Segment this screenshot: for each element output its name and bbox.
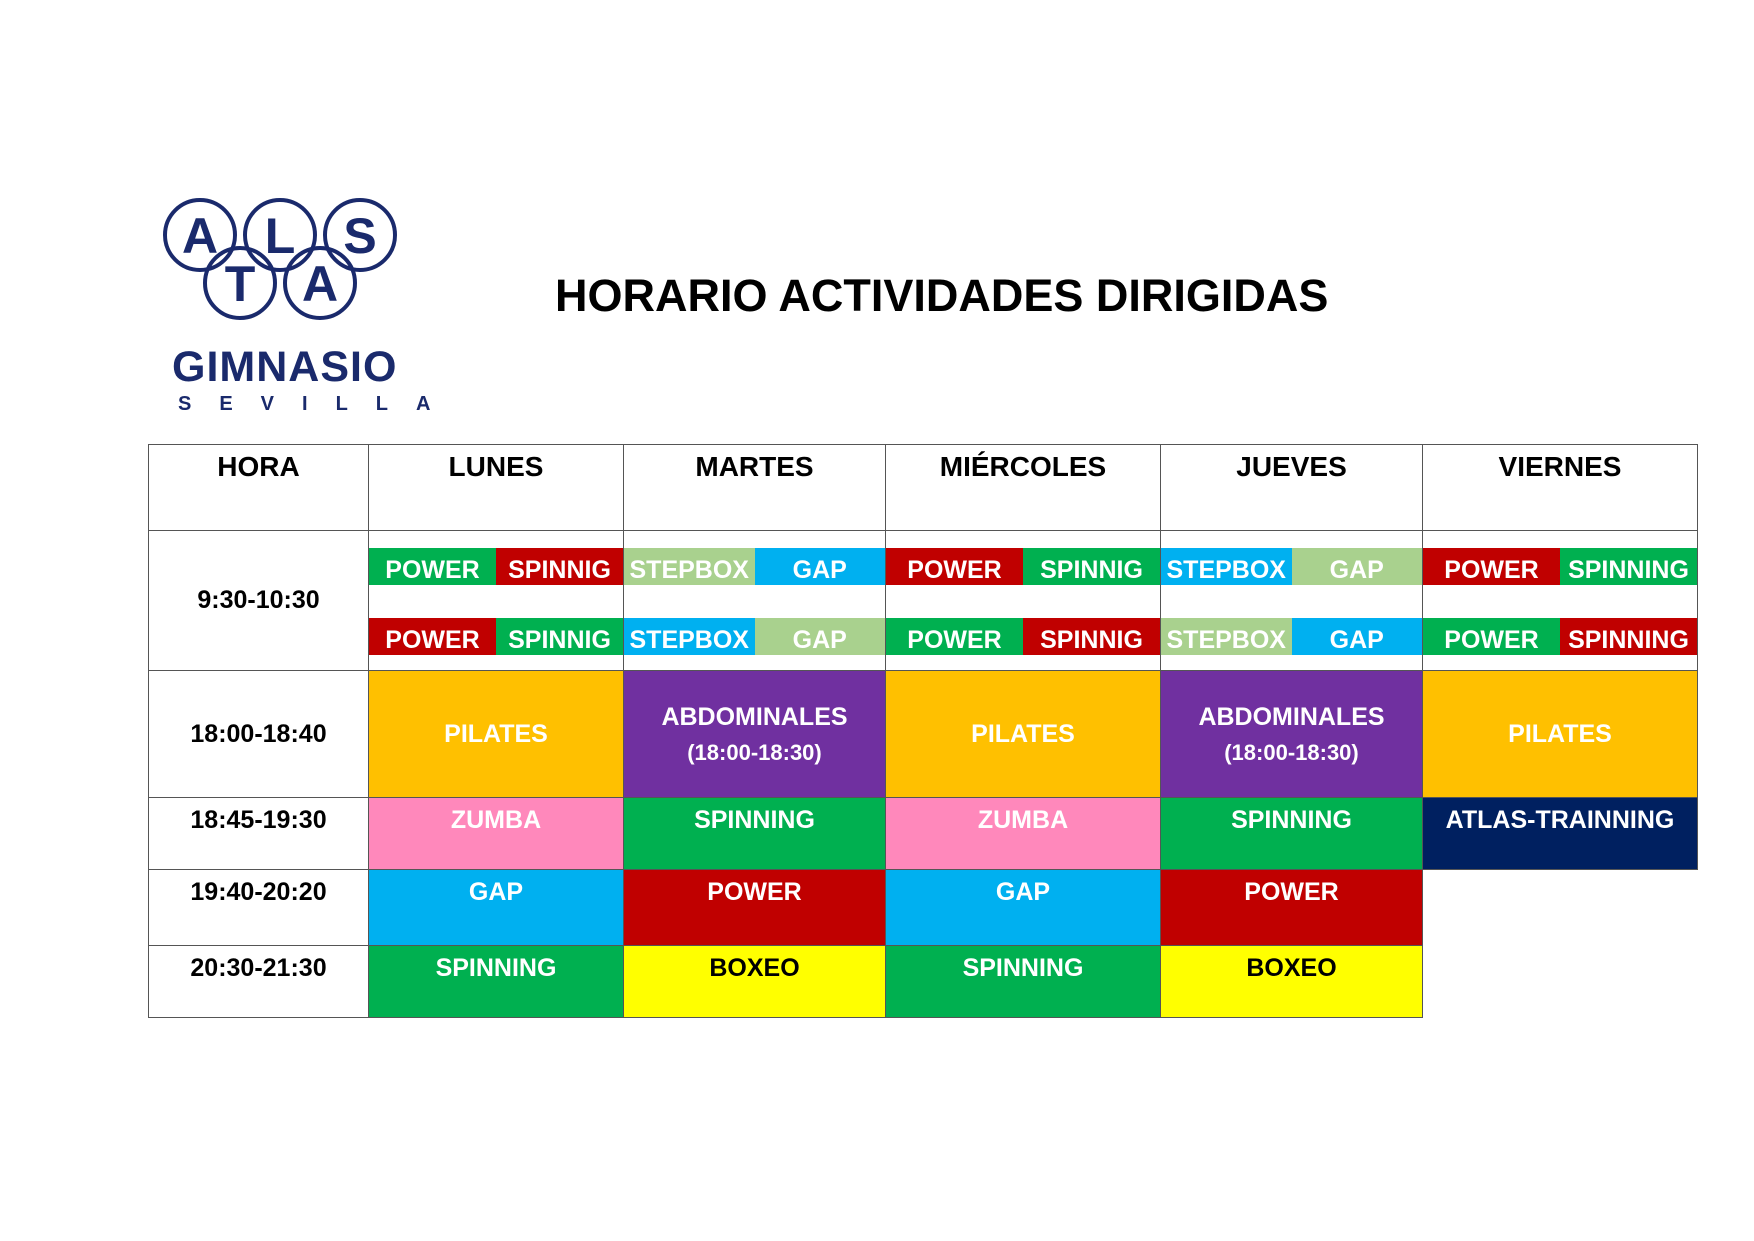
activity-time-note: (18:00-18:30)	[687, 739, 822, 765]
activity-stepbox: STEPBOX	[624, 548, 755, 585]
logo-rings-icon	[160, 195, 440, 355]
hour-cell: 18:00-18:40	[149, 671, 369, 798]
activity-time-note: (18:00-18:30)	[1224, 739, 1359, 765]
table-row	[149, 671, 1698, 798]
activity-power: POWER	[1423, 618, 1560, 655]
activity-stepbox: STEPBOX	[1161, 548, 1292, 585]
logo-letter-4: T	[224, 256, 256, 312]
logo-name: GIMNASIO	[172, 343, 398, 391]
activity-power: POWER	[369, 548, 496, 585]
header-miercoles: MIÉRCOLES	[886, 445, 1161, 531]
header-martes: MARTES	[624, 445, 886, 531]
activity-spinning: SPINNING	[1161, 798, 1423, 870]
activity-spinning: SPINNING	[886, 946, 1161, 1018]
activity-gap: GAP	[886, 870, 1161, 946]
martes-morning-a	[624, 531, 886, 603]
activity-gap: GAP	[1292, 548, 1423, 585]
header-viernes: VIERNES	[1423, 445, 1698, 531]
miercoles-morning-b	[886, 603, 1161, 671]
header-lunes: LUNES	[369, 445, 624, 531]
activity-gap: GAP	[755, 618, 886, 655]
schedule-table	[148, 444, 1698, 1018]
martes-morning-b	[624, 603, 886, 671]
activity-boxeo: BOXEO	[1161, 946, 1423, 1018]
activity-atlas-trainning: ATLAS-TRAINNING	[1423, 798, 1698, 870]
activity-spinnig: SPINNIG	[496, 618, 623, 655]
lunes-morning-b	[369, 603, 624, 671]
activity-power: POWER	[886, 548, 1023, 585]
logo-letter-3: S	[343, 208, 377, 264]
activity-zumba: ZUMBA	[886, 798, 1161, 870]
hour-cell: 18:45-19:30	[149, 798, 369, 870]
activity-spinning: SPINNING	[369, 946, 624, 1018]
table-row	[149, 531, 1698, 603]
activity-spinnig: SPINNIG	[496, 548, 623, 585]
activity-spinning: SPINNING	[1560, 548, 1697, 585]
hour-cell: 20:30-21:30	[149, 946, 369, 1018]
activity-power: POWER	[1423, 548, 1560, 585]
logo-letter-1: A	[181, 208, 219, 264]
header-row	[149, 445, 1698, 531]
activity-power: POWER	[369, 618, 496, 655]
activity-gap: GAP	[369, 870, 624, 946]
viernes-morning-a	[1423, 531, 1698, 603]
logo	[160, 195, 459, 415]
activity-label: ABDOMINALES	[661, 702, 848, 731]
activity-pilates: PILATES	[1423, 671, 1698, 798]
empty-cell	[1423, 946, 1698, 1018]
activity-spinning: SPINNING	[1560, 618, 1697, 655]
activity-zumba: ZUMBA	[369, 798, 624, 870]
activity-boxeo: BOXEO	[624, 946, 886, 1018]
lunes-morning-a	[369, 531, 624, 603]
activity-pilates: PILATES	[369, 671, 624, 798]
activity-abdominales	[1161, 671, 1423, 798]
activity-power: POWER	[886, 618, 1023, 655]
header-hora: HORA	[149, 445, 369, 531]
activity-spinnig: SPINNIG	[1023, 548, 1160, 585]
empty-cell	[1423, 870, 1698, 946]
hour-cell: 19:40-20:20	[149, 870, 369, 946]
activity-power: POWER	[624, 870, 886, 946]
activity-label: ABDOMINALES	[1198, 702, 1385, 731]
logo-city: SEVILLA	[178, 393, 459, 415]
activity-pilates: PILATES	[886, 671, 1161, 798]
viernes-morning-b	[1423, 603, 1698, 671]
logo-letter-5: A	[301, 256, 339, 312]
activity-spinning: SPINNING	[624, 798, 886, 870]
activity-abdominales	[624, 671, 886, 798]
table-row	[149, 870, 1698, 946]
jueves-morning-b	[1161, 603, 1423, 671]
logo-letter-2: L	[264, 208, 296, 264]
table-row	[149, 798, 1698, 870]
hour-cell: 9:30-10:30	[149, 531, 369, 671]
page-title: HORARIO ACTIVIDADES DIRIGIDAS	[555, 270, 1329, 321]
miercoles-morning-a	[886, 531, 1161, 603]
activity-stepbox: STEPBOX	[1161, 618, 1292, 655]
table-row	[149, 603, 1698, 671]
activity-gap: GAP	[1292, 618, 1423, 655]
activity-power: POWER	[1161, 870, 1423, 946]
header-jueves: JUEVES	[1161, 445, 1423, 531]
jueves-morning-a	[1161, 531, 1423, 603]
activity-gap: GAP	[755, 548, 886, 585]
table-row	[149, 946, 1698, 1018]
activity-stepbox: STEPBOX	[624, 618, 755, 655]
activity-spinnig: SPINNIG	[1023, 618, 1160, 655]
